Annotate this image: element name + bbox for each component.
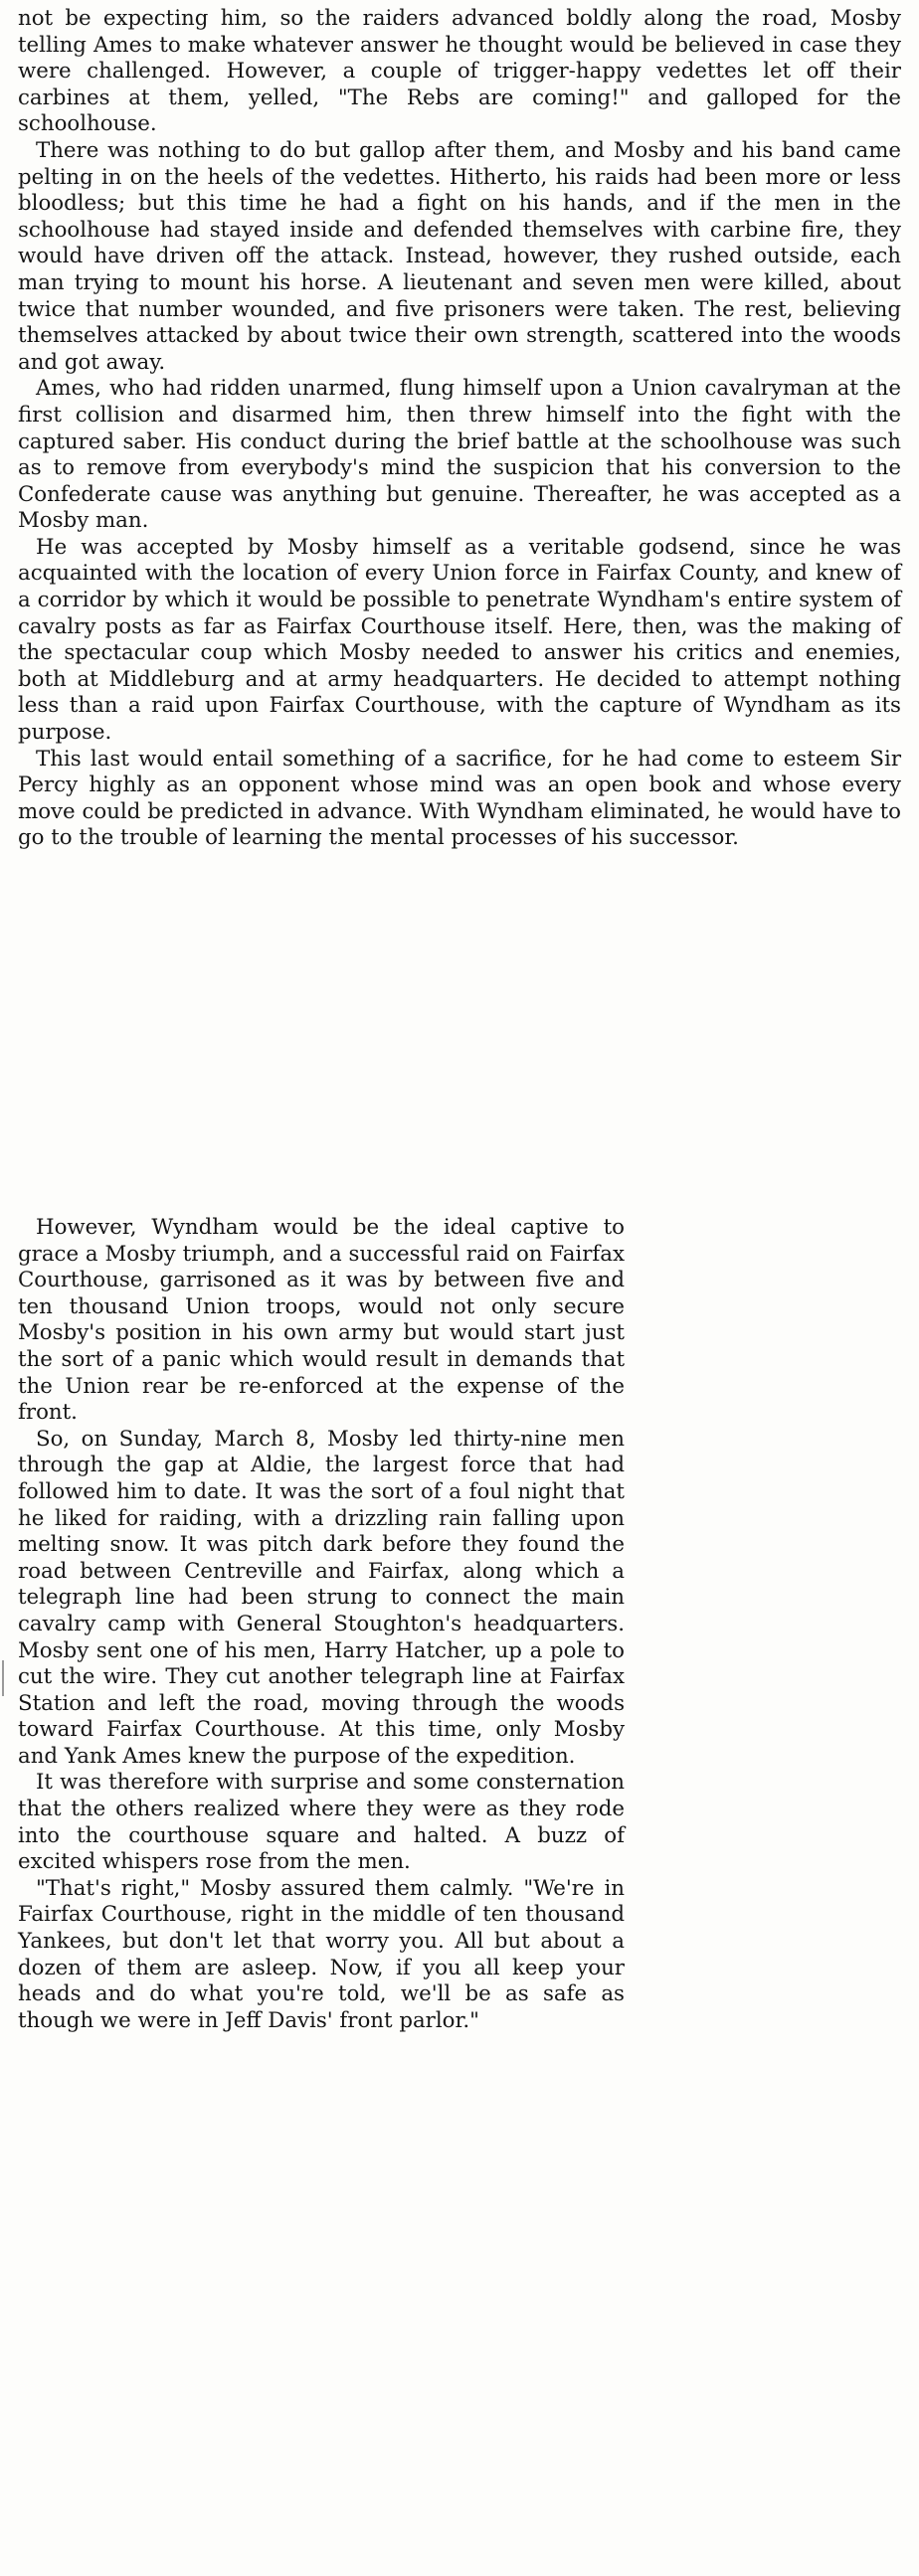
margin-mark — [2, 1660, 4, 1696]
paragraph-sacrifice: This last would entail something of a sacrifice, for he had come to esteem Sir Percy highly as an opponent whose mind was an open book and whose every move could be predicted in advance. With Wyndham eliminated, he would have to go to the trouble of learning the mental processes of his successor. — [18, 746, 901, 851]
paragraph-sunday-march-8: So, on Sunday, March 8, Mosby led thirty-nine men through the gap at Aldie, the largest force that had followed him to date. It was the sort of a foul night that he liked for raiding, with a drizzling rain falling upon melting snow. It was pitch dark before they found the road between Centreville and Fairfax, along which a telegraph line had been strung to connect the main cavalry camp with General Stoughton's headquarters. Mosby sent one of his men, Harry Hatcher, up a pole to cut the wire. They cut another telegraph line at Fairfax Station and left the road, moving through the woods toward Fairfax Courthouse. At this time, only Mosby and Yank Ames knew the purpose of the expedition. — [18, 1426, 625, 1769]
paragraph-consternation: It was therefore with surprise and some consternation that the others realized where they were as they rode into the courthouse square and halted. A buzz of excited whispers rose from the men. — [18, 1770, 625, 1875]
paragraph-gallop-after: There was nothing to do but gallop after them, and Mosby and his band came pelting in on the heels of the vedettes. Hitherto, his raids had been more or less bloodless; but this time he had a fight on his hands, and if the men in the schoolhouse had stayed inside and defended themselves with carbine fire, they would have driven off the attack. Instead, however, they rushed outside, each man trying to mount his horse. A lieutenant and seven men were killed, about twice that number wounded, and five prisoners were taken. The rest, believing themselves attacked by about twice their own strength, scattered into the woods and got away. — [18, 137, 901, 375]
paragraph-ideal-captive: However, Wyndham would be the ideal captive to grace a Mosby triumph, and a successful raid on Fairfax Courthouse, garrisoned as it was by between five and ten thousand Union troops, would not only secure Mosby's position in his own army but would start just the sort of a panic which would result in demands that the Union rear be re-enforced at the expense of the front. — [18, 1215, 625, 1426]
paragraph-godsend: He was accepted by Mosby himself as a veritable godsend, since he was acquainted with the location of every Union force in Fairfax County, and knew of a corridor by which it would be possible to penetrate Wyndham's entire system of cavalry posts as far as Fairfax Courthouse itself. Here, then, was the making of the spectacular coup which Mosby needed to answer his critics and enemies, both at Middleburg and at army headquarters. He decided to attempt nothing less than a raid upon Fairfax Courthouse, with the capture of Wyndham as its purpose. — [18, 534, 901, 746]
paragraph-thats-right: "That's right," Mosby assured them calmly. "We're in Fairfax Courthouse, right in the middle of ten thousand Yankees, but don't let that worry you. All but about a dozen of them are asleep. Now, if you all keep your heads and do what you're told, we'll be as safe as though we were in Jeff Davis' front parlor." — [18, 1875, 625, 2033]
paragraph-raiders-advance: not be expecting him, so the raiders advanced boldly along the road, Mosby telling Ames to make whatever answer he thought would be believed in case they were challenged. However, a couple of trigger-happy vedettes let off their carbines at them, yelled, "The Rebs are coming!" and galloped for the schoolhouse. — [18, 6, 901, 137]
paragraph-ames-unarmed: Ames, who had ridden unarmed, flung himself upon a Union cavalryman at the first collision and disarmed him, then threw himself into the fight with the captured saber. His conduct during the brief battle at the schoolhouse was such as to remove from everybody's mind the suspicion that his conversion to the Confederate cause was anything but genuine. Thereafter, he was accepted as a Mosby man. — [18, 376, 901, 534]
wide-column — [18, 6, 901, 852]
narrow-column — [18, 1215, 625, 2034]
